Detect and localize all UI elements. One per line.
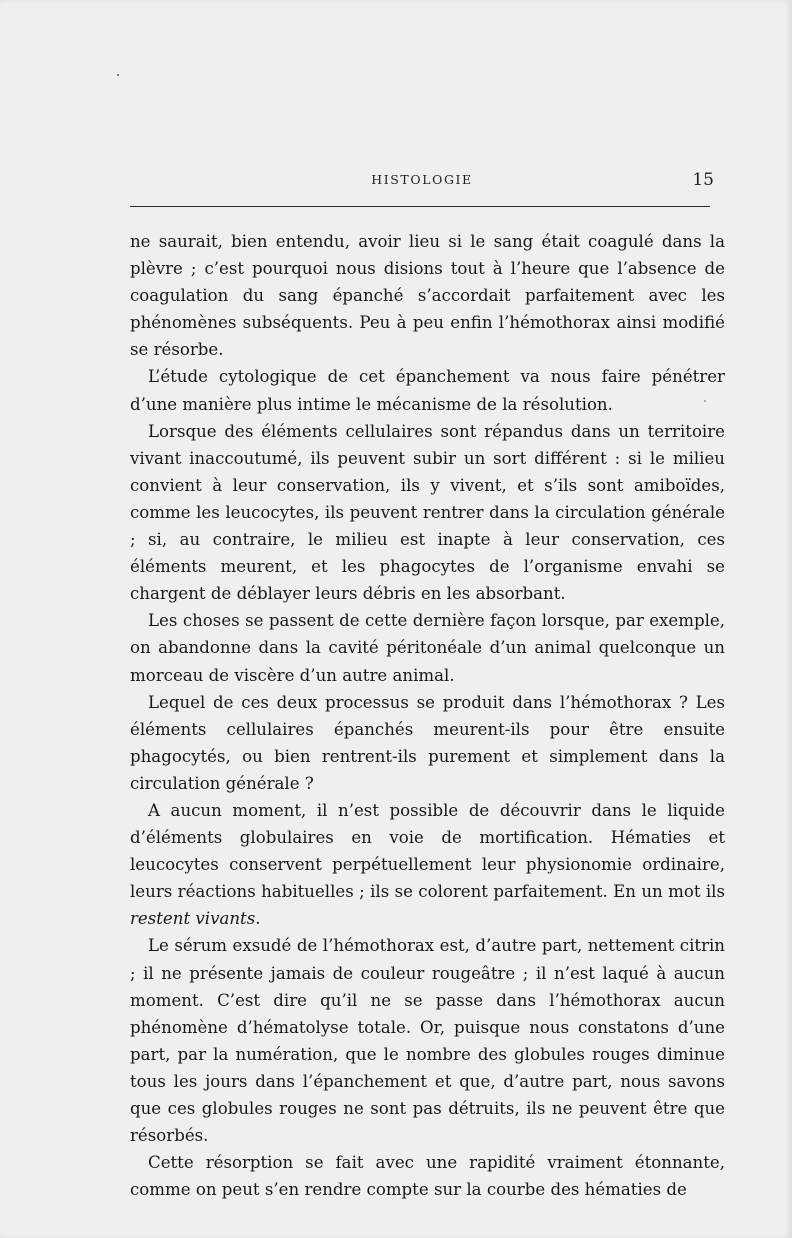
paragraph: Lequel de ces deux processus se produit dans l’hémothorax ? Les éléments cellulaires épanchés meurent-ils pour être ensuite phagocytés, ou bien rentrent-ils purement et simplement dans la circulation générale ? bbox=[130, 692, 725, 793]
paragraph-text: A aucun moment, il n’est possible de découvrir dans le liquide d’éléments globulaires en voie de mortification. Hématies et leucocytes conservent perpétuellement leur physionomie ordinaire, leurs réactions habituelles ; ils se colorent parfaitement. En un mot ils bbox=[130, 800, 725, 902]
running-title: HISTOLOGIE bbox=[371, 172, 473, 187]
running-header bbox=[130, 170, 714, 192]
paragraph: Lorsque des éléments cellulaires sont répandus dans un territoire vivant inaccoutumé, ils peuvent subir un sort différent : si le milieu convient à leur conservation, ils y vivent, et s’ils sont amiboïdes, comme les leucocytes, ils peuvent rentrer dans la circulation générale ; si, au contraire, le milieu est inapte à leur conservation, ces éléments meurent, et les phagocytes de l’organisme envahi se chargent de déblayer leurs débris en les absorbant. bbox=[130, 421, 725, 604]
page-number: 15 bbox=[692, 170, 714, 190]
paragraph: Cette résorption se fait avec une rapidité vraiment étonnante, comme on peut s’en rendre compte sur la courbe des hématies de bbox=[130, 1153, 725, 1200]
paragraph: Le sérum exsudé de l’hémothorax est, d’autre part, nettement citrin ; il ne présente jamais de couleur rougeâtre ; il n’est laqué à aucun moment. C’est dire qu’il ne se passe dans l’hémothorax aucun phénomène d’hématolyse totale. Or, puisque nous constatons d’une part, par la numération, que le nombre des globules rouges diminue tous les jours dans l’épanchement et que, d’autre part, nous savons que ces globules rouges ne sont pas détruits, ils ne peuvent être que résorbés. bbox=[130, 936, 725, 1146]
paragraph: ne saurait, bien entendu, avoir lieu si le sang était coagulé dans la plèvre ; c’est pourquoi nous disions tout à l’heure que l’absence de coagulation du sang épanché s’accordait parfaitement avec les phénomènes subséquents. Peu à peu enfin l’hémothorax ainsi modifié se résorbe. bbox=[130, 232, 725, 360]
body-text bbox=[130, 228, 725, 1203]
paper-speck bbox=[117, 74, 119, 76]
paragraph-text: . bbox=[255, 909, 261, 929]
header-rule bbox=[130, 206, 710, 207]
paragraph: Les choses se passent de cette dernière façon lorsque, par exemple, on abandonne dans la cavité péritonéale d’un animal quelconque un morceau de viscère d’un autre animal. bbox=[130, 611, 725, 685]
paragraph bbox=[130, 797, 725, 932]
paragraph: L’étude cytologique de cet épanchement va nous faire pénétrer d’une manière plus intime le mécanisme de la résolution. bbox=[130, 367, 725, 414]
emphasis-text: restent vivants bbox=[130, 909, 256, 929]
